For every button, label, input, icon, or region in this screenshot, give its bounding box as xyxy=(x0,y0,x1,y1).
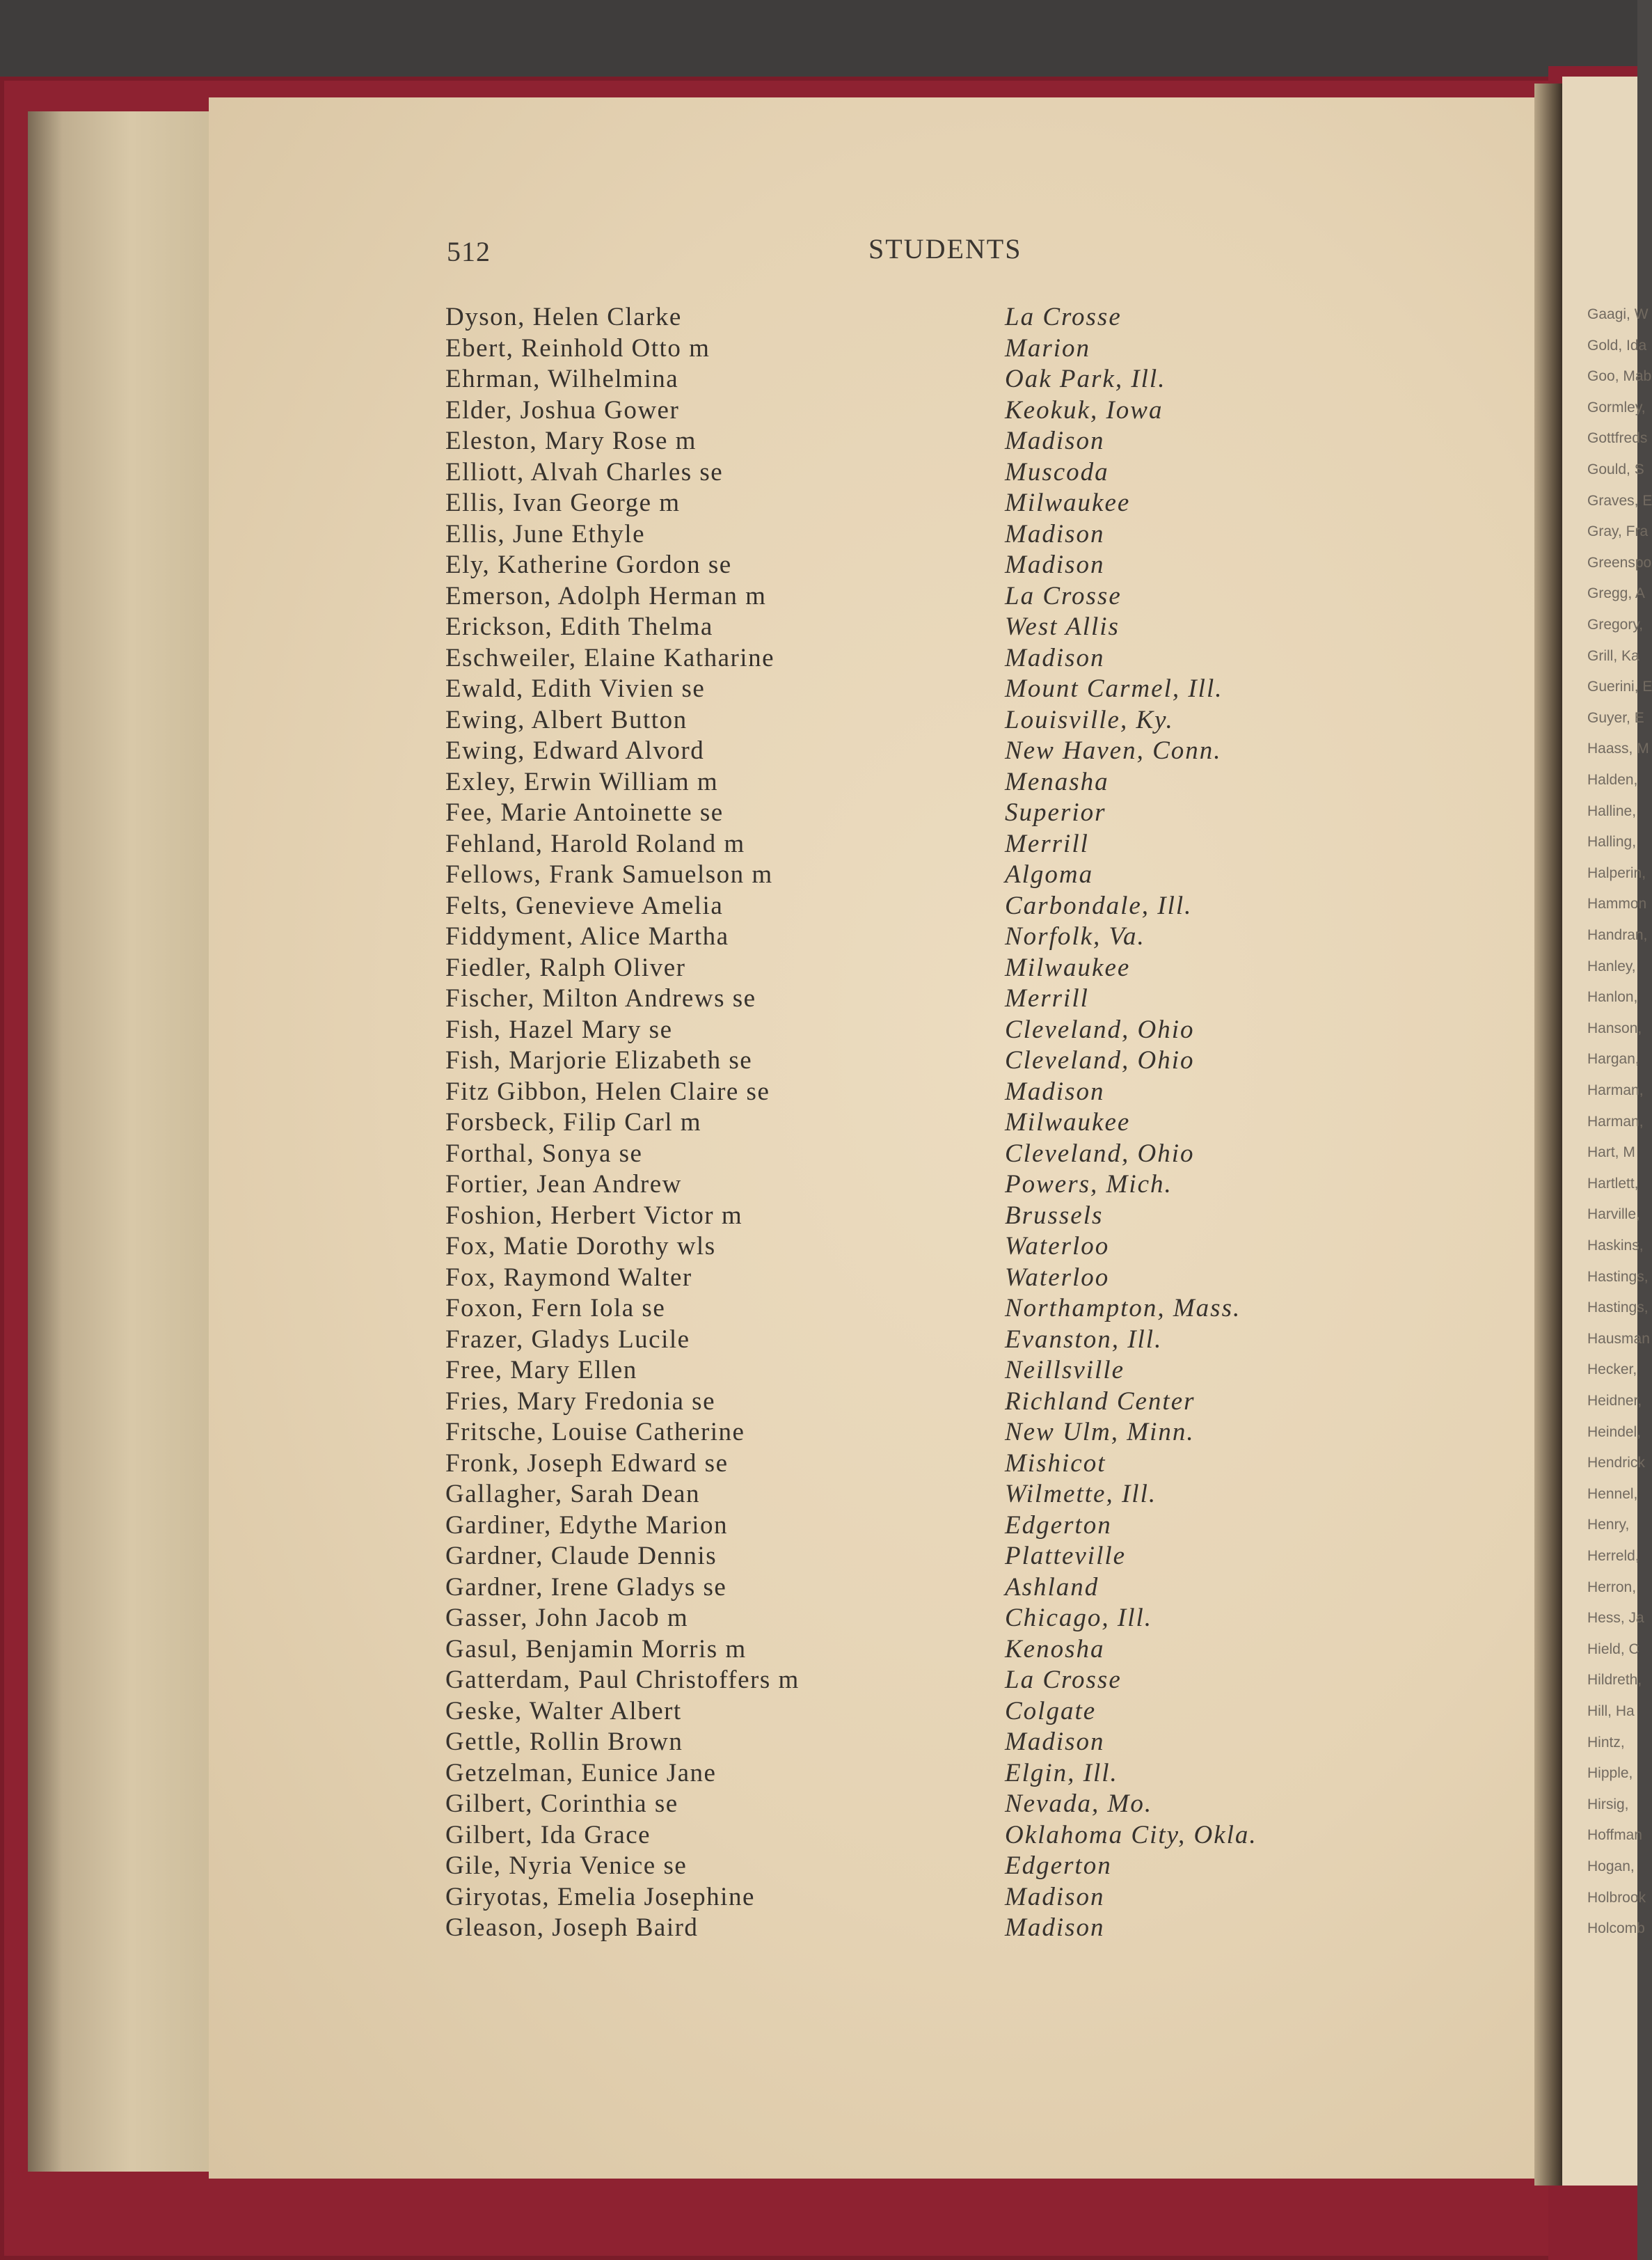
next-page-fragment: Hill, Ha xyxy=(1587,1703,1635,1719)
student-name: Eleston, Mary Rose m xyxy=(445,427,697,455)
student-name: Fish, Hazel Mary se xyxy=(445,1015,673,1044)
student-name: Emerson, Adolph Herman m xyxy=(445,581,767,610)
next-page-fragment: Hennel, xyxy=(1587,1485,1638,1502)
student-name: Gasser, John Jacob m xyxy=(445,1604,689,1632)
student-name: Elliott, Alvah Charles se xyxy=(445,457,724,487)
student-name: Ebert, Reinhold Otto m xyxy=(445,333,710,363)
student-name: Elder, Joshua Gower xyxy=(445,395,680,425)
student-name: Ewald, Edith Vivien se xyxy=(445,674,706,703)
student-hometown: Mount Carmel, Ill. xyxy=(1005,674,1223,703)
student-hometown: Evanston, Ill. xyxy=(1005,1325,1163,1354)
next-page-fragment: Graves, E xyxy=(1587,492,1652,509)
student-name: Felts, Genevieve Amelia xyxy=(445,891,724,920)
next-page-fragment: Hintz, xyxy=(1587,1734,1625,1751)
next-page-fragment: Hanley, xyxy=(1587,958,1636,974)
student-name: Gilbert, Ida Grace xyxy=(445,1820,651,1849)
next-page-fragment: Gregg, A xyxy=(1587,585,1645,602)
next-page-fragment: Halling, xyxy=(1587,834,1637,851)
student-hometown: Madison xyxy=(1005,1882,1105,1911)
student-name: Fiddyment, Alice Martha xyxy=(445,922,729,951)
next-page-fragment: Gottfreds xyxy=(1587,430,1648,447)
next-page-fragment: Hartlett, xyxy=(1587,1175,1639,1192)
student-name: Fellows, Frank Samuelson m xyxy=(445,860,773,889)
student-hometown: New Ulm, Minn. xyxy=(1005,1418,1195,1446)
student-name: Gasul, Benjamin Morris m xyxy=(445,1634,747,1664)
next-page-fragment: Hecker, xyxy=(1587,1361,1637,1378)
page-title: STUDENTS xyxy=(868,233,1022,264)
student-name: Fritsche, Louise Catherine xyxy=(445,1418,745,1446)
student-name: Frazer, Gladys Lucile xyxy=(445,1325,690,1354)
student-name: Ellis, June Ethyle xyxy=(445,519,645,548)
student-name: Fischer, Milton Andrews se xyxy=(445,984,756,1013)
next-page-fragment: Herron, xyxy=(1587,1579,1637,1595)
student-hometown: Richland Center xyxy=(1005,1386,1196,1416)
next-page-fragment: Hart, M xyxy=(1587,1144,1635,1161)
background-strip xyxy=(0,0,1637,84)
next-page-fragment: Gaagi, W xyxy=(1587,306,1649,322)
student-hometown: Marion xyxy=(1005,333,1090,363)
next-page-fragment: Hirsig, xyxy=(1587,1796,1629,1812)
student-name: Ewing, Edward Alvord xyxy=(445,736,705,765)
student-hometown: Nevada, Mo. xyxy=(1005,1789,1153,1818)
student-hometown: Wilmette, Ill. xyxy=(1005,1480,1157,1508)
student-name: Gleason, Joseph Baird xyxy=(445,1913,699,1942)
student-name: Free, Mary Ellen xyxy=(445,1356,637,1384)
student-name: Forsbeck, Filip Carl m xyxy=(445,1108,702,1137)
next-page-fragment: Henry, xyxy=(1587,1517,1630,1533)
student-name: Gardiner, Edythe Marion xyxy=(445,1510,728,1540)
next-page-fragment: Hield, C xyxy=(1587,1641,1639,1657)
next-page-fragment: Herreld, xyxy=(1587,1548,1639,1564)
student-name: Gile, Nyria Venice se xyxy=(445,1851,688,1880)
student-name: Fitz Gibbon, Helen Claire se xyxy=(445,1077,770,1106)
student-hometown: Chicago, Ill. xyxy=(1005,1604,1153,1632)
student-hometown: Superior xyxy=(1005,798,1106,827)
next-page-fragment: Holbrook xyxy=(1587,1889,1646,1906)
student-name: Eschweiler, Elaine Katharine xyxy=(445,643,775,672)
student-name: Erickson, Edith Thelma xyxy=(445,613,713,641)
student-hometown: Ashland xyxy=(1005,1572,1099,1602)
student-hometown: Cleveland, Ohio xyxy=(1005,1046,1195,1075)
student-hometown: La Crosse xyxy=(1005,1666,1122,1694)
student-hometown: Mishicot xyxy=(1005,1448,1106,1478)
next-page-fragment: Hastings, xyxy=(1587,1299,1649,1316)
student-hometown: Louisville, Ky. xyxy=(1005,705,1174,734)
next-page-fragment: Guerini, E xyxy=(1587,679,1652,695)
student-hometown: West Allis xyxy=(1005,613,1120,641)
next-page-fragment: Haass, M xyxy=(1587,741,1649,757)
student-name: Fee, Marie Antoinette se xyxy=(445,798,724,827)
page-left xyxy=(209,97,1555,2179)
student-hometown: Milwaukee xyxy=(1005,1108,1131,1137)
next-page-fragment: Gould, S xyxy=(1587,461,1644,477)
student-name: Gardner, Irene Gladys se xyxy=(445,1572,727,1602)
student-name: Ehrman, Wilhelmina xyxy=(445,365,679,393)
student-hometown: Cleveland, Ohio xyxy=(1005,1139,1195,1168)
next-page-fragment: Hastings, xyxy=(1587,1268,1649,1285)
student-hometown: Muscoda xyxy=(1005,457,1109,487)
next-page-fragment: Heindel, xyxy=(1587,1423,1642,1440)
student-hometown: Waterloo xyxy=(1005,1263,1110,1292)
next-page-fragment: Grill, Ka xyxy=(1587,647,1639,664)
student-hometown: Madison xyxy=(1005,1077,1105,1106)
student-hometown: Madison xyxy=(1005,519,1105,548)
student-hometown: Madison xyxy=(1005,551,1105,579)
next-page-fragment: Handran, xyxy=(1587,927,1648,943)
student-name: Foshion, Herbert Victor m xyxy=(445,1201,743,1230)
next-page-fragment: Halden, xyxy=(1587,772,1638,788)
next-page-fragment: Hogan, xyxy=(1587,1858,1635,1874)
student-name: Fox, Raymond Walter xyxy=(445,1263,692,1292)
next-page-fragment: Hanson, xyxy=(1587,1020,1642,1036)
student-name: Fox, Matie Dorothy wls xyxy=(445,1232,716,1261)
student-hometown: Merrill xyxy=(1005,984,1089,1013)
next-page-fragment: Heidner, xyxy=(1587,1393,1642,1409)
student-name: Fiedler, Ralph Oliver xyxy=(445,953,686,982)
student-place-column xyxy=(1005,302,1257,1944)
student-hometown: La Crosse xyxy=(1005,303,1122,331)
next-page-fragment: Hendrick xyxy=(1587,1455,1645,1471)
student-hometown: Menasha xyxy=(1005,767,1109,796)
student-hometown: Algoma xyxy=(1005,860,1094,889)
next-page-fragment: Hipple, xyxy=(1587,1765,1633,1782)
student-hometown: Neillsville xyxy=(1005,1356,1125,1384)
student-hometown: Brussels xyxy=(1005,1201,1104,1230)
student-hometown: Oklahoma City, Okla. xyxy=(1005,1820,1257,1849)
book-gutter xyxy=(1534,84,1562,2186)
student-name: Fronk, Joseph Edward se xyxy=(445,1448,729,1478)
student-hometown: Colgate xyxy=(1005,1696,1097,1725)
next-page-fragment: Harman, xyxy=(1587,1113,1644,1130)
student-hometown: Keokuk, Iowa xyxy=(1005,395,1163,425)
student-hometown: Powers, Mich. xyxy=(1005,1170,1173,1199)
next-page-fragment: Greenspo xyxy=(1587,554,1652,571)
next-page-fragment: Hargan, xyxy=(1587,1051,1639,1068)
student-name: Gettle, Rollin Brown xyxy=(445,1728,683,1756)
student-hometown: New Haven, Conn. xyxy=(1005,736,1222,765)
student-hometown: Kenosha xyxy=(1005,1634,1105,1664)
student-name: Geske, Walter Albert xyxy=(445,1696,682,1725)
student-hometown: Madison xyxy=(1005,1728,1105,1756)
student-name: Fortier, Jean Andrew xyxy=(445,1170,682,1199)
student-name: Fish, Marjorie Elizabeth se xyxy=(445,1046,753,1075)
next-page-fragment: Halline, xyxy=(1587,803,1637,819)
student-name: Forthal, Sonya se xyxy=(445,1139,643,1168)
next-page-fragment: Harman, xyxy=(1587,1082,1644,1098)
student-name: Giryotas, Emelia Josephine xyxy=(445,1882,755,1911)
student-name: Ely, Katherine Gordon se xyxy=(445,551,732,579)
student-hometown: Waterloo xyxy=(1005,1232,1110,1261)
student-name: Ellis, Ivan George m xyxy=(445,489,681,517)
next-page-fragment: Goo, Mab xyxy=(1587,368,1652,385)
student-name: Gilbert, Corinthia se xyxy=(445,1789,678,1818)
student-hometown: Madison xyxy=(1005,643,1105,672)
student-hometown: Carbondale, Ill. xyxy=(1005,891,1193,920)
student-hometown: Madison xyxy=(1005,1913,1105,1942)
next-page-fragment: Hanlon, xyxy=(1587,989,1638,1006)
next-page-fragment: Hess, Ja xyxy=(1587,1610,1644,1627)
student-hometown: Cleveland, Ohio xyxy=(1005,1015,1195,1044)
next-page-fragment: Hammon xyxy=(1587,896,1647,912)
student-name: Ewing, Albert Button xyxy=(445,705,688,734)
student-name: Fehland, Harold Roland m xyxy=(445,829,745,858)
student-hometown: Merrill xyxy=(1005,829,1089,858)
student-hometown: Elgin, Ill. xyxy=(1005,1758,1118,1787)
student-hometown: Edgerton xyxy=(1005,1851,1112,1880)
student-hometown: Milwaukee xyxy=(1005,489,1131,517)
next-page-fragment: Gormley, xyxy=(1587,399,1646,416)
student-name: Exley, Erwin William m xyxy=(445,767,719,796)
next-page-fragment: Hausman xyxy=(1587,1330,1650,1347)
student-hometown: Platteville xyxy=(1005,1542,1127,1570)
student-name: Gatterdam, Paul Christoffers m xyxy=(445,1666,800,1694)
student-hometown: La Crosse xyxy=(1005,581,1122,610)
student-name: Dyson, Helen Clarke xyxy=(445,303,682,331)
student-name: Foxon, Fern Iola se xyxy=(445,1294,666,1322)
next-page-fragment: Halperin, xyxy=(1587,864,1646,881)
next-page-fragment: Hoffman xyxy=(1587,1827,1642,1844)
page-number: 512 xyxy=(447,236,491,267)
next-page-fragment: Haskins, xyxy=(1587,1238,1644,1254)
student-name: Fries, Mary Fredonia se xyxy=(445,1386,715,1416)
student-hometown: Oak Park, Ill. xyxy=(1005,365,1166,393)
student-hometown: Northampton, Mass. xyxy=(1005,1294,1241,1322)
next-page-fragment: Holcomb xyxy=(1587,1920,1645,1937)
student-hometown: Madison xyxy=(1005,427,1105,455)
student-name: Gardner, Claude Dennis xyxy=(445,1542,717,1570)
student-name: Gallagher, Sarah Dean xyxy=(445,1480,700,1508)
student-name-column xyxy=(445,302,800,1944)
next-page-fragment: Gray, Fra xyxy=(1587,523,1649,540)
next-page-fragment: Guyer, E xyxy=(1587,709,1644,726)
student-hometown: Norfolk, Va. xyxy=(1005,922,1145,951)
student-hometown: Edgerton xyxy=(1005,1510,1112,1540)
student-hometown: Milwaukee xyxy=(1005,953,1131,982)
page-right-fragment xyxy=(1562,77,1652,2186)
next-page-fragment: Gregory, xyxy=(1587,617,1644,633)
next-page-fragment: Hildreth, xyxy=(1587,1672,1642,1689)
next-page-fragment: Gold, Ida xyxy=(1587,337,1647,354)
student-name: Getzelman, Eunice Jane xyxy=(445,1758,717,1787)
next-page-fragment: Harville, xyxy=(1587,1206,1640,1223)
